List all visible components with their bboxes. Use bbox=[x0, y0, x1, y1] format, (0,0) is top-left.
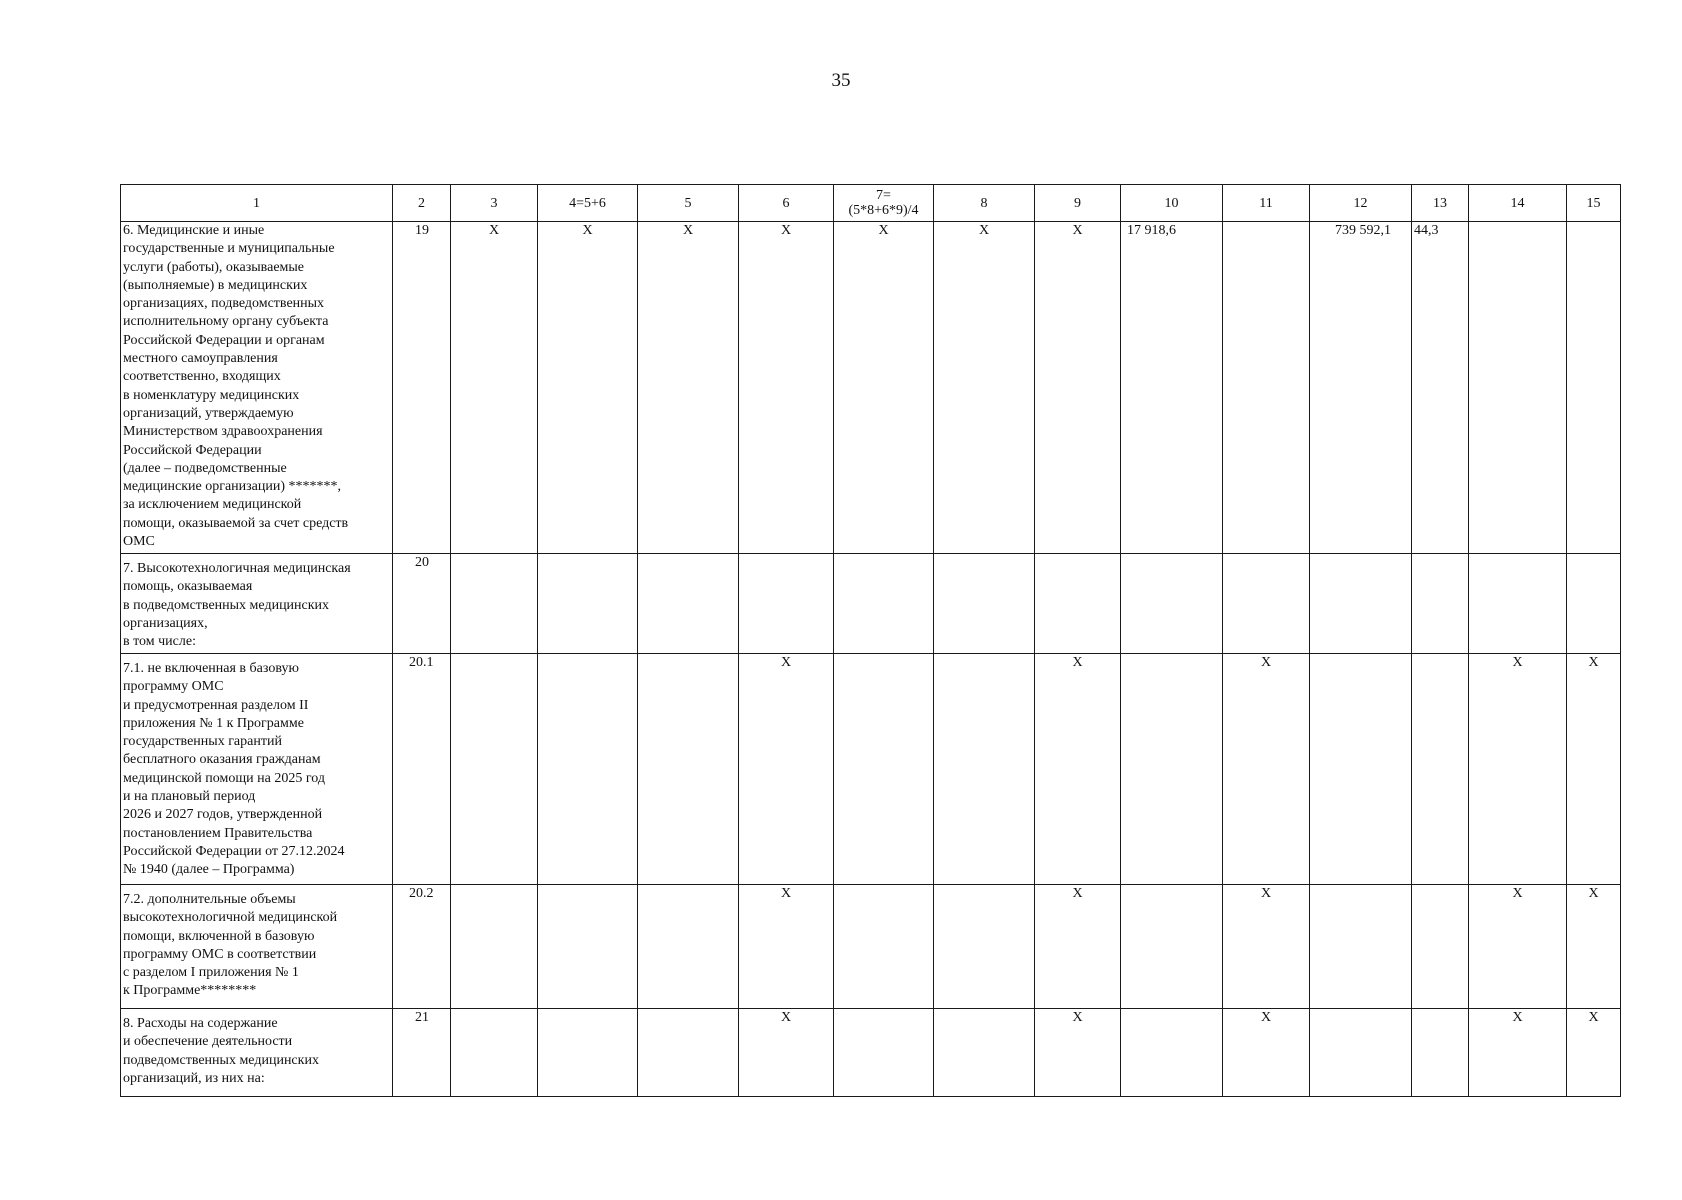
table-row bbox=[121, 554, 1621, 654]
table-cell bbox=[1121, 885, 1223, 1009]
table-row bbox=[121, 654, 1621, 885]
table-cell: X bbox=[1035, 654, 1121, 885]
table-cell bbox=[451, 654, 538, 885]
header-cell: 4=5+6 bbox=[538, 185, 638, 222]
table-cell bbox=[1310, 1009, 1412, 1097]
table-cell: X bbox=[834, 222, 934, 554]
row-number: 19 bbox=[393, 222, 451, 554]
header-cell: 12 bbox=[1310, 185, 1412, 222]
table-cell bbox=[1223, 222, 1310, 554]
table-cell bbox=[538, 1009, 638, 1097]
table-cell bbox=[451, 885, 538, 1009]
table-cell: X bbox=[1567, 885, 1621, 1009]
table-cell bbox=[638, 885, 739, 1009]
table-cell bbox=[934, 1009, 1035, 1097]
row-description: 8. Расходы на содержание и обеспечение деятельности подведомственных медицинских организаций, из них на: bbox=[121, 1009, 393, 1097]
table-cell bbox=[1469, 222, 1567, 554]
header-cell: 14 bbox=[1469, 185, 1567, 222]
table-cell: X bbox=[1567, 1009, 1621, 1097]
table-cell bbox=[934, 654, 1035, 885]
row-number: 20.2 bbox=[393, 885, 451, 1009]
table-row bbox=[121, 1009, 1621, 1097]
table-cell: X bbox=[739, 1009, 834, 1097]
table-cell bbox=[1121, 554, 1223, 654]
table-cell bbox=[934, 885, 1035, 1009]
table-cell: X bbox=[934, 222, 1035, 554]
header-cell: 15 bbox=[1567, 185, 1621, 222]
header-cell: 10 bbox=[1121, 185, 1223, 222]
row-number: 21 bbox=[393, 1009, 451, 1097]
header-cell: 2 bbox=[393, 185, 451, 222]
row-description: 7.2. дополнительные объемы высокотехнологичной медицинской помощи, включенной в базовую программу ОМС в соответствии с разделом I приложения № 1 к Программе******** bbox=[121, 885, 393, 1009]
table-cell bbox=[1412, 1009, 1469, 1097]
table-cell: X bbox=[1469, 885, 1567, 1009]
table-cell bbox=[538, 885, 638, 1009]
data-table bbox=[120, 184, 1621, 1097]
table-cell: X bbox=[451, 222, 538, 554]
table-cell bbox=[538, 554, 638, 654]
row-description: 7. Высокотехнологичная медицинская помощь, оказываемая в подведомственных медицинских организациях, в том числе: bbox=[121, 554, 393, 654]
header-cell: 5 bbox=[638, 185, 739, 222]
table-cell: X bbox=[739, 222, 834, 554]
table-cell bbox=[638, 654, 739, 885]
table-cell bbox=[1567, 554, 1621, 654]
header-cell: 7= (5*8+6*9)/4 bbox=[834, 185, 934, 222]
table-cell: X bbox=[1567, 654, 1621, 885]
table-cell bbox=[934, 554, 1035, 654]
table-cell: X bbox=[739, 654, 834, 885]
table-cell bbox=[1223, 554, 1310, 654]
row-number: 20 bbox=[393, 554, 451, 654]
header-cell: 13 bbox=[1412, 185, 1469, 222]
row-number: 20.1 bbox=[393, 654, 451, 885]
table-cell bbox=[1121, 1009, 1223, 1097]
table-cell: X bbox=[1223, 885, 1310, 1009]
table-cell: X bbox=[1035, 222, 1121, 554]
table-cell: X bbox=[638, 222, 739, 554]
table-cell bbox=[834, 885, 934, 1009]
header-cell: 3 bbox=[451, 185, 538, 222]
table-cell bbox=[1412, 654, 1469, 885]
table-cell bbox=[1567, 222, 1621, 554]
table-cell bbox=[834, 554, 934, 654]
table-cell: 44,3 bbox=[1412, 222, 1469, 554]
table-cell: X bbox=[538, 222, 638, 554]
header-cell: 6 bbox=[739, 185, 834, 222]
row-description: 7.1. не включенная в базовую программу ОМС и предусмотренная разделом II приложения № 1 к Программе государственных гарантий бесплатного оказания гражданам медицинской помощи на 2025 год и на плановый период 2026 и 2027 годов, утвержденной постановлением Правительства Российской Федерации от 27.12.2024 № 1940 (далее – Программа) bbox=[121, 654, 393, 885]
table-cell: X bbox=[1035, 885, 1121, 1009]
header-cell: 9 bbox=[1035, 185, 1121, 222]
table-cell bbox=[1310, 885, 1412, 1009]
table-cell bbox=[538, 654, 638, 885]
table-cell bbox=[834, 1009, 934, 1097]
table-cell: X bbox=[739, 885, 834, 1009]
table-cell bbox=[1412, 885, 1469, 1009]
header-cell: 11 bbox=[1223, 185, 1310, 222]
table-cell bbox=[451, 554, 538, 654]
header-row bbox=[121, 185, 1621, 222]
table-cell bbox=[739, 554, 834, 654]
table-cell bbox=[1035, 554, 1121, 654]
table-cell bbox=[638, 554, 739, 654]
table-cell: 17 918,6 bbox=[1121, 222, 1223, 554]
table-cell: X bbox=[1223, 654, 1310, 885]
header-cell: 8 bbox=[934, 185, 1035, 222]
table-cell: X bbox=[1469, 654, 1567, 885]
table-cell: X bbox=[1035, 1009, 1121, 1097]
table-row bbox=[121, 885, 1621, 1009]
page-number: 35 bbox=[831, 70, 851, 91]
table-cell bbox=[638, 1009, 739, 1097]
row-description: 6. Медицинские и иные государственные и муниципальные услуги (работы), оказываемые (выполняемые) в медицинских организациях, подведомственных исполнительному органу субъекта Российской Федерации и органам местного самоуправления соответственно, входящих в номенклатуру медицинских организаций, утверждаемую Министерством здравоохранения Российской Федерации (далее – подведомственные медицинские организации) *******, за исключением медицинской помощи, оказываемой за счет средств ОМС bbox=[121, 222, 393, 554]
table-cell bbox=[1310, 554, 1412, 654]
header-cell: 1 bbox=[121, 185, 393, 222]
table-cell: X bbox=[1469, 1009, 1567, 1097]
table-cell bbox=[1469, 554, 1567, 654]
table-cell bbox=[1412, 554, 1469, 654]
table-cell bbox=[1121, 654, 1223, 885]
table-cell bbox=[451, 1009, 538, 1097]
table-cell: X bbox=[1223, 1009, 1310, 1097]
table-cell: 739 592,1 bbox=[1310, 222, 1412, 554]
table-row bbox=[121, 222, 1621, 554]
table-cell bbox=[1310, 654, 1412, 885]
table-cell bbox=[834, 654, 934, 885]
